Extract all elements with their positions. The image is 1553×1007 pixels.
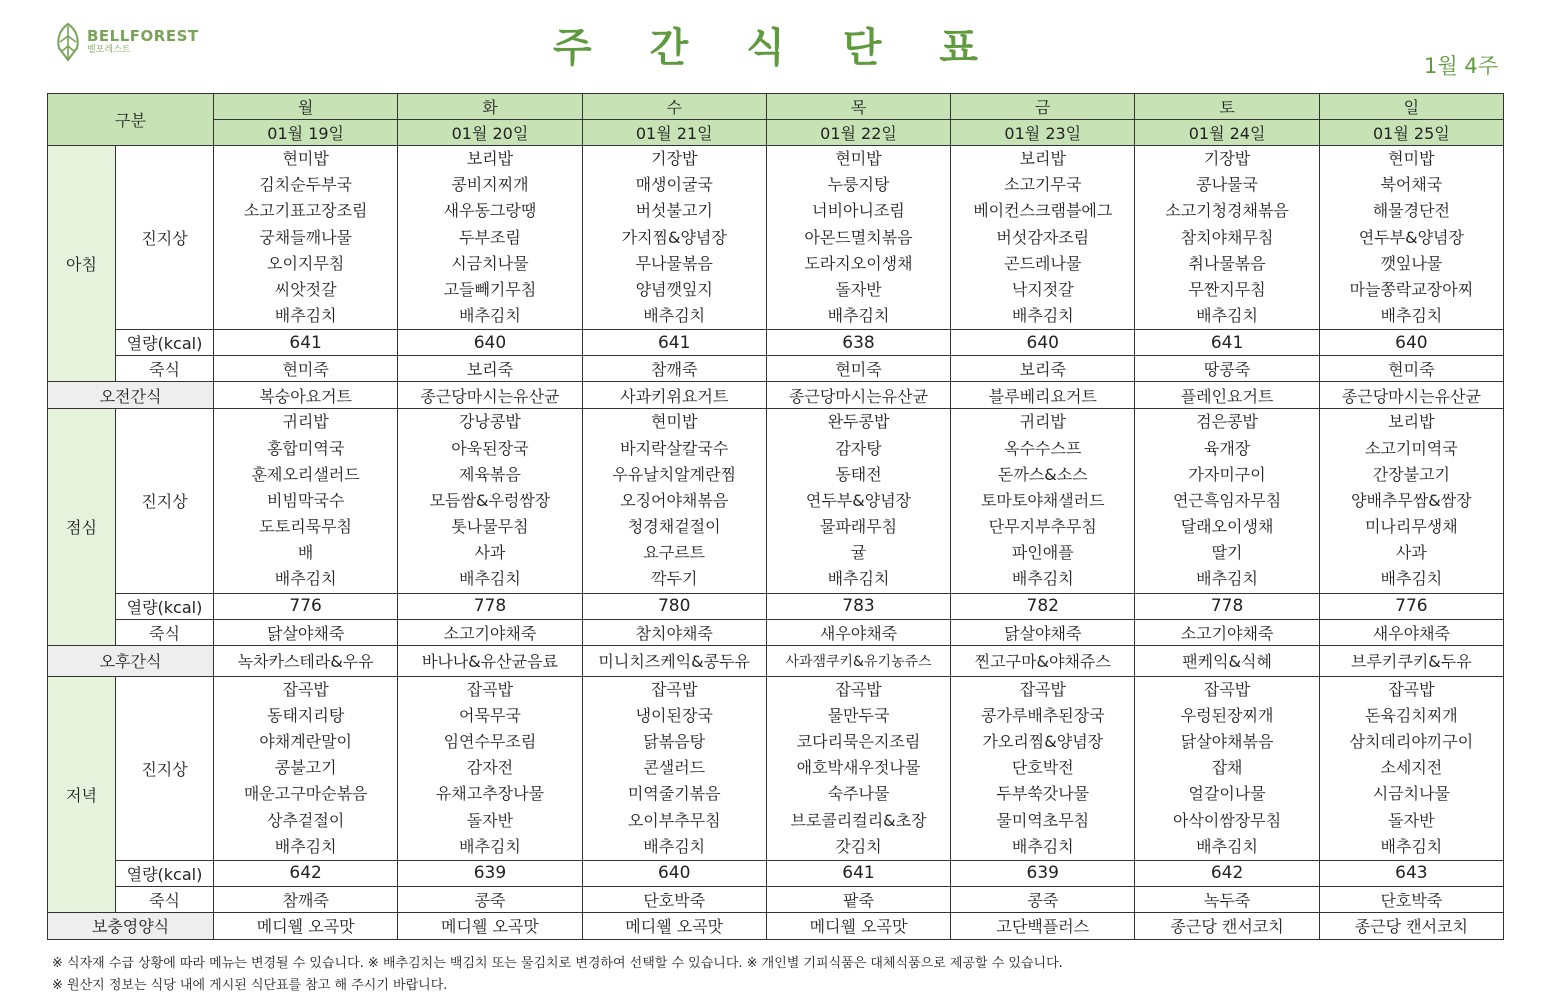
supplement-value: 종근당 캔서코치 bbox=[1135, 912, 1319, 939]
page-title: 주 간 식 단 표 bbox=[553, 25, 1000, 71]
am_snack-value: 종근당마시는유산균 bbox=[766, 382, 950, 409]
dish: 톳나물무침 bbox=[451, 517, 529, 537]
dish: 비빔막국수 bbox=[267, 490, 345, 510]
dish: 오이부추무침 bbox=[627, 810, 721, 830]
lunch-main-cell bbox=[214, 409, 398, 593]
dish: 삼치데리야끼구이 bbox=[1349, 732, 1474, 751]
dish: 물미역초무침 bbox=[996, 810, 1090, 830]
dish: 기장밥 bbox=[651, 149, 698, 168]
dish: 모듬쌈&우렁쌈장 bbox=[429, 490, 551, 510]
lunch-kcal-value: 782 bbox=[951, 593, 1135, 619]
lunch-main-cell bbox=[1319, 409, 1503, 593]
dish: 마늘쫑락교장아찌 bbox=[1349, 279, 1474, 299]
dish: 제육볶음 bbox=[459, 464, 521, 484]
dinner-main-label: 진지상 bbox=[116, 676, 214, 860]
breakfast-main-cell bbox=[951, 146, 1135, 330]
category-header: 구분 bbox=[48, 94, 214, 146]
dish: 파인애플 bbox=[1011, 543, 1074, 563]
dish: 임연수무조림 bbox=[443, 732, 537, 751]
lunch-main-cell bbox=[1135, 409, 1319, 593]
dish: 도토리묵무침 bbox=[259, 517, 353, 537]
dish: 귀리밥 bbox=[282, 412, 329, 432]
dish: 애호박새우젓나물 bbox=[796, 758, 921, 778]
breakfast-porridge-value: 보리죽 bbox=[951, 356, 1135, 382]
dish: 버섯불고기 bbox=[635, 201, 713, 221]
dish: 콘샐러드 bbox=[643, 758, 706, 778]
breakfast-kcal-label: 열량(kcal) bbox=[116, 330, 214, 356]
lunch-main-cell bbox=[951, 409, 1135, 593]
dish: 돈육김치찌개 bbox=[1364, 705, 1458, 725]
lunch-porridge-value: 소고기야채죽 bbox=[1135, 619, 1319, 645]
dinner-porridge-value: 녹두죽 bbox=[1135, 886, 1319, 912]
dish: 도라지오이생채 bbox=[804, 253, 913, 273]
supplement-value: 고단백플러스 bbox=[951, 912, 1135, 939]
dish: 얼갈이나물 bbox=[1188, 784, 1266, 804]
breakfast-porridge-value: 현미죽 bbox=[1319, 356, 1503, 382]
pm_snack-value: 바나나&유산균음료 bbox=[398, 645, 582, 676]
dish: 매운고구마순볶음 bbox=[243, 784, 368, 804]
day-header: 금 bbox=[951, 94, 1135, 120]
dish: 홍합미역국 bbox=[267, 438, 345, 458]
dish: 무짠지무침 bbox=[1188, 279, 1266, 299]
dish: 닭볶음탕 bbox=[643, 732, 706, 751]
pm_snack-value: 녹차카스테라&우유 bbox=[214, 645, 398, 676]
dish: 가자미구이 bbox=[1188, 464, 1266, 484]
breakfast-kcal-value: 641 bbox=[1135, 330, 1319, 356]
dinner-kcal-label: 열량(kcal) bbox=[116, 860, 214, 886]
am_snack-value: 블루베리요거트 bbox=[951, 382, 1135, 409]
dish: 두부조림 bbox=[459, 227, 521, 247]
dish: 잡곡밥 bbox=[282, 679, 329, 699]
dish: 아몬드멸치볶음 bbox=[804, 227, 913, 247]
dish: 물파래무침 bbox=[819, 517, 898, 537]
dish: 잡곡밥 bbox=[466, 679, 514, 699]
dish: 보리밥 bbox=[1019, 149, 1066, 168]
breakfast-main-cell bbox=[582, 146, 766, 330]
breakfast-label: 아침 bbox=[48, 146, 116, 382]
lunch-porridge-value: 닭살야채죽 bbox=[214, 619, 398, 645]
lunch-main-cell bbox=[398, 409, 582, 593]
dinner-kcal-value: 643 bbox=[1319, 860, 1503, 886]
dish: 양념깻잎지 bbox=[635, 279, 713, 299]
dish: 베이컨스크램블에그 bbox=[973, 201, 1113, 221]
dish: 깻잎나물 bbox=[1380, 253, 1443, 273]
dish: 귤 bbox=[850, 543, 867, 563]
dinner-porridge-value: 콩죽 bbox=[951, 886, 1135, 912]
logo-text: BELLFOREST bbox=[87, 27, 199, 45]
lunch-main-cell bbox=[582, 409, 766, 593]
pm_snack-label: 오후간식 bbox=[48, 645, 214, 676]
breakfast-kcal-value: 638 bbox=[766, 330, 950, 356]
dish: 시금치나물 bbox=[1372, 784, 1450, 804]
breakfast-kcal-value: 640 bbox=[398, 330, 582, 356]
dish: 양배추무쌈&쌈장 bbox=[1351, 490, 1472, 510]
logo-subtext: 벨포레스트 bbox=[87, 45, 131, 55]
dish: 배추김치 bbox=[643, 306, 706, 326]
dish: 고들빼기무침 bbox=[443, 279, 537, 299]
dish: 두부쑥갓나물 bbox=[996, 784, 1090, 804]
am_snack-value: 복숭아요거트 bbox=[214, 382, 398, 409]
dish: 취나물볶음 bbox=[1188, 253, 1266, 273]
dish: 씨앗젓갈 bbox=[274, 279, 337, 299]
date-header: 01월 19일 bbox=[214, 120, 398, 146]
dish: 기장밥 bbox=[1203, 149, 1251, 168]
dish: 코다리묵은지조림 bbox=[796, 732, 921, 751]
lunch-label: 점심 bbox=[48, 409, 116, 645]
dish: 배추김치 bbox=[1380, 836, 1443, 856]
dish: 곤드레나물 bbox=[1004, 253, 1082, 273]
am_snack-value: 종근당마시는유산균 bbox=[398, 382, 582, 409]
dinner-label: 저녁 bbox=[48, 676, 116, 912]
date-header: 01월 23일 bbox=[951, 120, 1135, 146]
am_snack-label: 오전간식 bbox=[48, 382, 214, 409]
dish: 단호박전 bbox=[1011, 758, 1074, 778]
lunch-kcal-value: 778 bbox=[1135, 593, 1319, 619]
pm_snack-value: 미니치즈케익&콩두유 bbox=[582, 645, 766, 676]
dinner-kcal-value: 639 bbox=[951, 860, 1135, 886]
dish: 동태전 bbox=[835, 464, 882, 484]
dish: 잡채 bbox=[1211, 758, 1243, 778]
dish: 배추김치 bbox=[1011, 306, 1074, 326]
dish: 배추김치 bbox=[274, 836, 337, 856]
breakfast-porridge-value: 참깨죽 bbox=[582, 356, 766, 382]
dish: 배추김치 bbox=[274, 306, 337, 326]
date-header: 01월 21일 bbox=[582, 120, 766, 146]
dish: 소고기표고장조림 bbox=[243, 201, 368, 221]
dish: 누룽지탕 bbox=[827, 175, 890, 195]
dish: 아욱된장국 bbox=[451, 438, 529, 458]
dish: 보리밥 bbox=[1388, 412, 1435, 432]
dish: 사과 bbox=[474, 543, 506, 563]
day-header: 월 bbox=[214, 94, 398, 120]
dish: 단무지부추무침 bbox=[988, 517, 1097, 537]
breakfast-kcal-value: 641 bbox=[214, 330, 398, 356]
dish: 갓김치 bbox=[835, 836, 882, 856]
day-header: 토 bbox=[1135, 94, 1319, 120]
dish: 소고기무국 bbox=[1004, 175, 1082, 195]
dish: 배추김치 bbox=[459, 569, 521, 589]
breakfast-kcal-value: 640 bbox=[1319, 330, 1503, 356]
dish: 간장불고기 bbox=[1372, 464, 1450, 484]
dish: 배추김치 bbox=[827, 306, 890, 326]
dish: 사과 bbox=[1395, 543, 1427, 563]
dish: 배추김치 bbox=[1380, 306, 1443, 326]
dish: 소세지전 bbox=[1380, 758, 1443, 778]
breakfast-porridge-value: 보리죽 bbox=[398, 356, 582, 382]
dish: 깍두기 bbox=[651, 569, 698, 589]
dish: 상추겉절이 bbox=[267, 810, 345, 830]
dish: 아삭이쌈장무침 bbox=[1172, 810, 1282, 830]
breakfast-main-cell bbox=[1319, 146, 1503, 330]
dish: 잡곡밥 bbox=[835, 679, 882, 699]
breakfast-kcal-value: 641 bbox=[582, 330, 766, 356]
breakfast-kcal-value: 640 bbox=[951, 330, 1135, 356]
lunch-porridge-value: 참치야채죽 bbox=[582, 619, 766, 645]
dish: 냉이된장국 bbox=[635, 705, 713, 725]
dinner-main-cell bbox=[951, 676, 1135, 860]
lunch-kcal-value: 778 bbox=[398, 593, 582, 619]
supplement-value: 메디웰 오곡맛 bbox=[398, 912, 582, 939]
day-header: 목 bbox=[766, 94, 950, 120]
dish: 김치순두부국 bbox=[259, 175, 353, 195]
breakfast-main-cell bbox=[766, 146, 950, 330]
supplement-value: 메디웰 오곡맛 bbox=[214, 912, 398, 939]
note-line: ※ 원산지 정보는 식당 내에 게시된 식단표를 참고 해 주시기 바랍니다. bbox=[52, 978, 448, 993]
am_snack-value: 종근당마시는유산균 bbox=[1319, 382, 1503, 409]
dish: 배추김치 bbox=[459, 306, 521, 326]
dish: 배추김치 bbox=[1196, 569, 1258, 589]
dish: 요구르트 bbox=[643, 543, 706, 563]
lunch-porridge-value: 닭살야채죽 bbox=[951, 619, 1135, 645]
dish: 현미밥 bbox=[1388, 149, 1435, 168]
dish: 북어채국 bbox=[1380, 175, 1443, 195]
weekly-menu-table bbox=[47, 93, 1504, 940]
pm_snack-value: 브루키쿠키&두유 bbox=[1319, 645, 1503, 676]
dish: 콩비지찌개 bbox=[451, 175, 529, 195]
dish: 돌자반 bbox=[466, 810, 514, 830]
dish: 가지찜&양념장 bbox=[621, 227, 727, 247]
dish: 옥수수스프 bbox=[1004, 438, 1082, 458]
pm_snack-value: 팬케익&식혜 bbox=[1135, 645, 1319, 676]
dish: 콩가루배추된장국 bbox=[980, 705, 1105, 725]
lunch-main-label: 진지상 bbox=[116, 409, 214, 593]
lunch-porridge-value: 새우야채죽 bbox=[766, 619, 950, 645]
dinner-kcal-value: 639 bbox=[398, 860, 582, 886]
date-header: 01월 25일 bbox=[1319, 120, 1503, 146]
supplement-value: 메디웰 오곡맛 bbox=[582, 912, 766, 939]
lunch-porridge-value: 소고기야채죽 bbox=[398, 619, 582, 645]
dish: 배추김치 bbox=[459, 836, 521, 856]
dish: 잡곡밥 bbox=[1019, 679, 1066, 699]
date-header: 01월 20일 bbox=[398, 120, 582, 146]
dish: 시금치나물 bbox=[451, 253, 529, 273]
day-header: 수 bbox=[582, 94, 766, 120]
day-header: 화 bbox=[398, 94, 582, 120]
dish: 배추김치 bbox=[827, 569, 890, 589]
dish: 미역줄기볶음 bbox=[627, 784, 721, 804]
dish: 현미밥 bbox=[835, 149, 882, 168]
lunch-kcal-label: 열량(kcal) bbox=[116, 593, 214, 619]
dish: 콩불고기 bbox=[274, 758, 337, 778]
dinner-porridge-value: 참깨죽 bbox=[214, 886, 398, 912]
dish: 감자탕 bbox=[835, 438, 882, 458]
dish: 돌자반 bbox=[1388, 810, 1435, 830]
dish: 청경채겉절이 bbox=[627, 517, 721, 537]
dish: 오이지무침 bbox=[267, 253, 345, 273]
dinner-main-cell bbox=[398, 676, 582, 860]
lunch-kcal-value: 776 bbox=[214, 593, 398, 619]
breakfast-porridge-value: 현미죽 bbox=[766, 356, 950, 382]
dish: 배추김치 bbox=[1380, 569, 1443, 589]
dinner-kcal-value: 640 bbox=[582, 860, 766, 886]
dinner-porridge-value: 콩죽 bbox=[398, 886, 582, 912]
dish: 육개장 bbox=[1203, 438, 1251, 458]
dish: 연두부&양념장 bbox=[1358, 227, 1464, 247]
dish: 미나리무생채 bbox=[1364, 517, 1458, 537]
dish: 우유날치알계란찜 bbox=[612, 464, 737, 484]
supplement-label: 보충영양식 bbox=[48, 912, 214, 939]
dinner-main-cell bbox=[766, 676, 950, 860]
dish: 콩나물국 bbox=[1196, 175, 1258, 195]
dish: 우렁된장찌개 bbox=[1180, 705, 1274, 725]
dinner-porridge-label: 죽식 bbox=[116, 886, 214, 912]
dish: 닭살야채볶음 bbox=[1180, 732, 1274, 751]
dish: 현미밥 bbox=[651, 412, 698, 432]
dish: 귀리밥 bbox=[1019, 412, 1066, 432]
dinner-porridge-value: 단호박죽 bbox=[1319, 886, 1503, 912]
lunch-porridge-value: 새우야채죽 bbox=[1319, 619, 1503, 645]
dish: 배추김치 bbox=[1011, 836, 1074, 856]
pm_snack-value: 사과잼쿠키&유기농쥬스 bbox=[766, 645, 950, 676]
dish: 배추김치 bbox=[1011, 569, 1074, 589]
dish: 어묵무국 bbox=[459, 705, 521, 725]
lunch-kcal-value: 776 bbox=[1319, 593, 1503, 619]
dinner-main-cell bbox=[1135, 676, 1319, 860]
dish: 낙지젓갈 bbox=[1011, 279, 1074, 299]
breakfast-porridge-value: 땅콩죽 bbox=[1135, 356, 1319, 382]
dinner-kcal-value: 641 bbox=[766, 860, 950, 886]
dinner-main-cell bbox=[214, 676, 398, 860]
dish: 연근흑임자무침 bbox=[1172, 490, 1282, 510]
dish: 현미밥 bbox=[282, 149, 329, 168]
supplement-value: 종근당 캔서코치 bbox=[1319, 912, 1503, 939]
dish: 배추김치 bbox=[1196, 836, 1258, 856]
dish: 배추김치 bbox=[643, 836, 706, 856]
dish: 해물경단전 bbox=[1372, 201, 1450, 221]
breakfast-main-cell bbox=[1135, 146, 1319, 330]
dinner-main-cell bbox=[582, 676, 766, 860]
dinner-kcal-value: 642 bbox=[214, 860, 398, 886]
dish: 궁채들깨나물 bbox=[259, 227, 353, 247]
breakfast-main-cell bbox=[398, 146, 582, 330]
dish: 새우동그랑땡 bbox=[443, 201, 537, 221]
dish: 가오리찜&양념장 bbox=[982, 732, 1104, 751]
dish: 무나물볶음 bbox=[635, 253, 713, 273]
note-line: ※ 식자재 수급 상황에 따라 메뉴는 변경될 수 있습니다. ※ 배추김치는 백김치 또는 물김치로 변경하여 선택할 수 있습니다. ※ 개인별 기피식품은 대체식품으로 제공할 수 있습니다. bbox=[52, 956, 1063, 971]
dinner-main-cell bbox=[1319, 676, 1503, 860]
dish: 잡곡밥 bbox=[1203, 679, 1251, 699]
dish: 강낭콩밥 bbox=[459, 412, 521, 432]
dish: 바지락살칼국수 bbox=[620, 438, 729, 458]
dish: 배추김치 bbox=[1196, 306, 1258, 326]
dish: 연두부&양념장 bbox=[805, 490, 912, 510]
week-label: 1월 4주 bbox=[1424, 54, 1498, 78]
lunch-porridge-label: 죽식 bbox=[116, 619, 214, 645]
dish: 훈제오리샐러드 bbox=[251, 464, 360, 484]
breakfast-main-label: 진지상 bbox=[116, 146, 214, 330]
lunch-kcal-value: 783 bbox=[766, 593, 950, 619]
dish: 달래오이생채 bbox=[1180, 517, 1274, 537]
dish: 딸기 bbox=[1211, 543, 1243, 563]
dinner-porridge-value: 팥죽 bbox=[766, 886, 950, 912]
dish: 토마토야채샐러드 bbox=[980, 490, 1105, 510]
am_snack-value: 플레인요거트 bbox=[1135, 382, 1319, 409]
dish: 숙주나물 bbox=[827, 784, 890, 804]
dish: 물만두국 bbox=[827, 705, 890, 725]
supplement-value: 메디웰 오곡맛 bbox=[766, 912, 950, 939]
dish: 매생이굴국 bbox=[635, 175, 713, 195]
dish: 돌자반 bbox=[835, 279, 882, 299]
dish: 배 bbox=[297, 543, 314, 563]
dish: 검은콩밥 bbox=[1196, 412, 1258, 432]
dish: 유채고추장나물 bbox=[435, 784, 545, 804]
footer-notes bbox=[52, 953, 1063, 997]
dish: 소고기청경채볶음 bbox=[1165, 201, 1289, 221]
pm_snack-value: 찐고구마&야채쥬스 bbox=[951, 645, 1135, 676]
dish: 완두콩밥 bbox=[827, 412, 890, 432]
dish: 감자전 bbox=[466, 758, 514, 778]
dish: 브로콜리컬리&초장 bbox=[790, 810, 927, 830]
dish: 너비아니조림 bbox=[812, 201, 905, 221]
dish: 야채계란말이 bbox=[259, 732, 353, 751]
dinner-kcal-value: 642 bbox=[1135, 860, 1319, 886]
dinner-porridge-value: 단호박죽 bbox=[582, 886, 766, 912]
lunch-main-cell bbox=[766, 409, 950, 593]
date-header: 01월 22일 bbox=[766, 120, 950, 146]
breakfast-porridge-label: 죽식 bbox=[116, 356, 214, 382]
am_snack-value: 사과키위요거트 bbox=[582, 382, 766, 409]
dish: 돈까스&소스 bbox=[997, 464, 1088, 484]
dish: 보리밥 bbox=[466, 149, 514, 168]
dish: 잡곡밥 bbox=[1388, 679, 1435, 699]
dish: 소고기미역국 bbox=[1364, 438, 1458, 458]
day-header: 일 bbox=[1319, 94, 1503, 120]
breakfast-main-cell bbox=[214, 146, 398, 330]
dish: 배추김치 bbox=[274, 569, 337, 589]
breakfast-porridge-value: 현미죽 bbox=[214, 356, 398, 382]
dish: 참치야채무침 bbox=[1180, 227, 1274, 247]
date-header: 01월 24일 bbox=[1135, 120, 1319, 146]
dish: 잡곡밥 bbox=[651, 679, 698, 699]
dish: 버섯감자조림 bbox=[996, 227, 1090, 247]
lunch-kcal-value: 780 bbox=[582, 593, 766, 619]
dish: 동태지리탕 bbox=[267, 705, 345, 725]
dish: 오징어야채볶음 bbox=[620, 490, 729, 510]
